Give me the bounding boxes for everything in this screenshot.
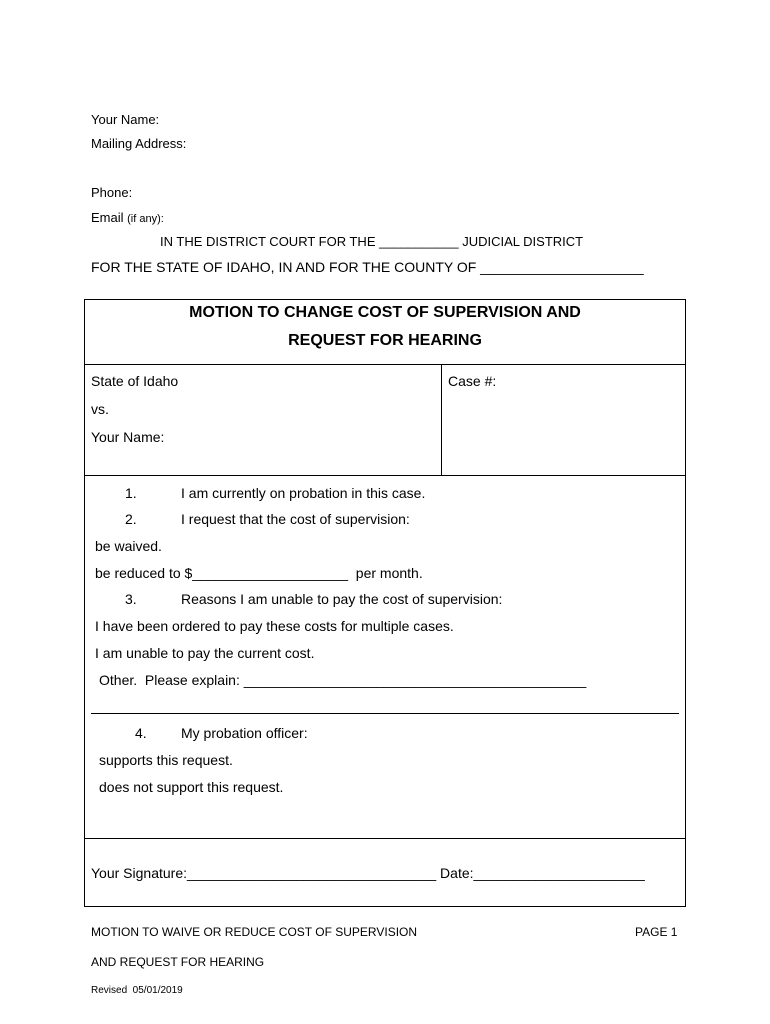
po-supports[interactable]: supports this request. bbox=[99, 752, 233, 768]
divider-signature bbox=[84, 838, 686, 839]
mailing-address-label: Mailing Address: bbox=[91, 136, 187, 151]
party-name: Your Name: bbox=[91, 429, 165, 445]
footer-revised-date: Revised 05/01/2019 bbox=[91, 985, 183, 996]
reason-unable-to-pay[interactable]: I am unable to pay the current cost. bbox=[95, 645, 315, 661]
item-4-number: 4. bbox=[135, 725, 147, 741]
phone-label: Phone: bbox=[91, 185, 133, 200]
party-state: State of Idaho bbox=[91, 373, 179, 389]
item-3-text: Reasons I am unable to pay the cost of supervision: bbox=[181, 591, 503, 607]
your-name-label: Your Name: bbox=[91, 112, 160, 127]
footer-page-number: PAGE 1 bbox=[635, 925, 678, 939]
party-vs: vs. bbox=[91, 401, 109, 417]
email-note: (if any): bbox=[127, 213, 164, 225]
form-title-line2: REQUEST FOR HEARING bbox=[288, 332, 482, 349]
footer-title-line2: AND REQUEST FOR HEARING bbox=[91, 955, 265, 969]
email-label bbox=[91, 210, 164, 225]
reason-multiple-cases[interactable]: I have been ordered to pay these costs for multiple cases. bbox=[95, 618, 454, 634]
footer-title-line1: MOTION TO WAIVE OR REDUCE COST OF SUPERVISION bbox=[91, 925, 418, 939]
court-line: IN THE DISTRICT COURT FOR THE ___________ JUDICIAL DISTRICT bbox=[160, 234, 584, 249]
po-does-not-support[interactable]: does not support this request. bbox=[99, 779, 284, 795]
item-4-text: My probation officer: bbox=[181, 725, 308, 741]
option-reduced[interactable]: be reduced to $____________________ per month. bbox=[95, 565, 423, 581]
item-1-number: 1. bbox=[125, 485, 137, 501]
reason-other[interactable]: Other. Please explain: ____________________________________________ bbox=[99, 672, 587, 688]
option-waived[interactable]: be waived. bbox=[95, 538, 162, 554]
email-label-text: Email bbox=[91, 210, 124, 225]
case-number-label: Case #: bbox=[448, 373, 497, 389]
explain-line[interactable] bbox=[91, 713, 679, 714]
item-2-number: 2. bbox=[125, 511, 137, 527]
form-title-line1: MOTION TO CHANGE COST OF SUPERVISION AND bbox=[189, 304, 581, 321]
divider-parties bbox=[84, 475, 686, 476]
county-line: FOR THE STATE OF IDAHO, IN AND FOR THE COUNTY OF _____________________ bbox=[91, 259, 644, 275]
divider-case bbox=[441, 364, 442, 475]
divider-title bbox=[84, 364, 686, 365]
signature-date-line[interactable]: Your Signature:________________________________ Date:______________________ bbox=[91, 865, 645, 881]
item-2-text: I request that the cost of supervision: bbox=[181, 511, 410, 527]
item-3-number: 3. bbox=[125, 591, 137, 607]
item-1-text: I am currently on probation in this case. bbox=[181, 485, 426, 501]
